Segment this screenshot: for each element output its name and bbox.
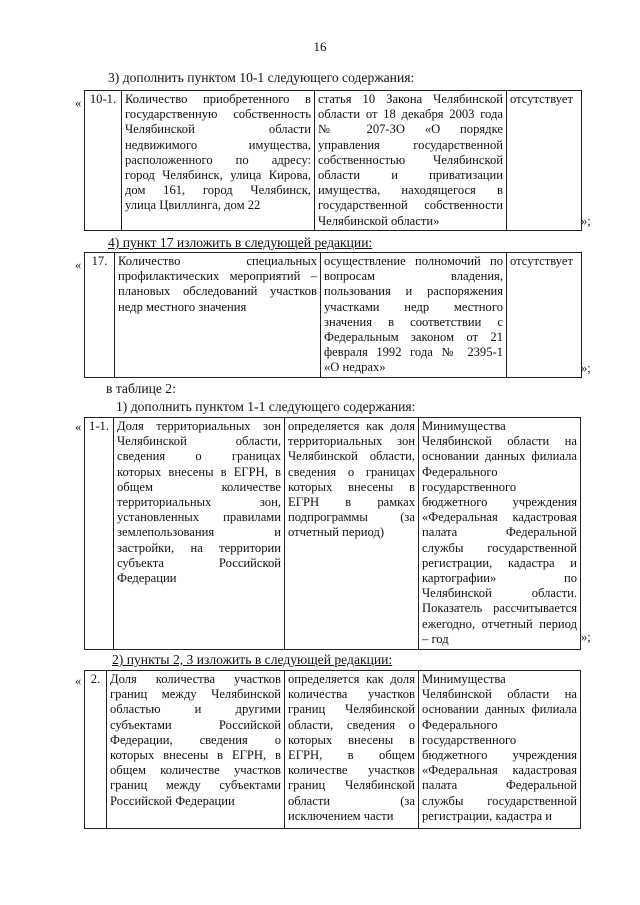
cell-line: Российской Федерации: [110, 793, 235, 808]
cell-line: плановых обследований участков: [118, 284, 317, 299]
cell-line: службы государственной: [422, 793, 577, 808]
cell-line: Челябинской области,: [117, 434, 281, 449]
cell-method: [285, 418, 419, 650]
cell-line: Челябинской области на: [422, 687, 577, 702]
cell-line: землепользования и: [117, 525, 281, 540]
cell-line: «Федеральная кадастровая: [422, 510, 577, 525]
cell-line: Федерального: [422, 464, 498, 479]
cell-line: общем количестве: [117, 479, 281, 494]
cell-line: Челябинской области.: [422, 586, 577, 601]
cell-line: имущества, находящегося в: [318, 183, 503, 198]
cell-line: территориальных зон: [288, 434, 415, 449]
cell-line: бюджетного учреждения: [422, 748, 577, 763]
table-item-10-1: [84, 90, 582, 231]
cell-line: Количество специальных: [118, 254, 317, 268]
cell-line: бюджетного учреждения: [422, 495, 577, 510]
page-number: 16: [313, 39, 327, 54]
cell-number: 17.: [85, 253, 115, 378]
cell-line: исключением части: [288, 808, 394, 823]
cell-line: области, сведения о: [288, 717, 415, 732]
cell-line: которых внесены в: [288, 732, 415, 747]
open-quote: «: [75, 258, 82, 272]
cell-name: [107, 671, 285, 829]
instruction-3: 3) дополнить пунктом 10-1 следующего содержания:: [108, 70, 415, 85]
instruction-5: в таблице 2:: [106, 381, 176, 396]
cell-number: 10-1.: [85, 91, 122, 231]
cell-line: недвижимого имущества,: [125, 137, 311, 152]
cell-source: [419, 671, 581, 829]
cell-line: недр местного значения: [118, 299, 247, 314]
cell-line: сведения о границах: [288, 464, 415, 479]
cell-line: Челябинской области: [125, 122, 311, 137]
cell-line: профилактических мероприятий –: [118, 269, 317, 284]
cell-line: расположенного по адресу:: [125, 152, 311, 167]
cell-line: количества участков: [288, 687, 415, 702]
cell-line: границ Челябинской: [288, 702, 415, 717]
cell-line: осуществление полномочий по: [324, 254, 503, 268]
cell-line: границ Челябинской: [288, 778, 415, 793]
cell-line: палата Федеральной: [422, 525, 577, 540]
cell-name: [115, 253, 321, 378]
cell-line: определяется как доля: [288, 419, 415, 433]
cell-line: которых внесены в: [288, 479, 415, 494]
open-quote: «: [75, 96, 82, 110]
cell-source: отсутствует: [507, 253, 582, 378]
cell-line: Федерации, сведения о: [110, 732, 281, 747]
close-quote: »;: [581, 630, 591, 644]
cell-line: вопросам владения,: [324, 269, 503, 284]
cell-line: сведения о границах: [117, 449, 281, 464]
cell-line: картографии» по: [422, 571, 577, 586]
cell-line: областью и другими: [110, 702, 281, 717]
cell-line: «О недрах»: [324, 360, 386, 375]
table-item-1-1: [84, 417, 581, 650]
close-quote: »;: [581, 214, 591, 228]
cell-name: [114, 418, 285, 650]
cell-line: общем количестве участков: [110, 763, 281, 778]
cell-line: Федерации: [117, 571, 177, 586]
cell-line: границ между Челябинской: [110, 687, 281, 702]
cell-line: Челябинской области»: [318, 213, 440, 228]
cell-line: регистрации, кадастра и: [422, 555, 577, 570]
cell-line: установленных правилами: [117, 510, 281, 525]
cell-line: области от 18 декабря 2003 года: [318, 107, 503, 122]
cell-line: основании данных филиала: [422, 702, 577, 717]
cell-number: 2.: [85, 671, 107, 829]
cell-line: февраля 1992 года № 2395-1: [324, 345, 503, 360]
cell-line: Минимущества: [422, 672, 506, 686]
cell-line: улица Цвиллинга, дом 22: [125, 198, 261, 213]
cell-line: Доля территориальных зон: [117, 419, 281, 433]
cell-line: которых внесены в ЕГРН, в: [117, 464, 281, 479]
cell-line: «Федеральная кадастровая: [422, 763, 577, 778]
cell-line: статья 10 Закона Челябинской: [318, 92, 503, 106]
close-quote: »;: [581, 361, 591, 375]
cell-line: Федерального: [422, 717, 498, 732]
cell-line: субъекта Российской: [117, 555, 281, 570]
cell-line: значения в соответствии с: [324, 314, 503, 329]
cell-number: 1-1.: [85, 418, 114, 650]
table-item-17: [84, 252, 582, 378]
cell-source: [419, 418, 581, 650]
cell-line: Челябинской области,: [288, 449, 415, 464]
cell-line: участками недр местного: [324, 299, 503, 314]
cell-line: город Челябинск, улица Кирова,: [125, 168, 311, 183]
cell-line: ЕГРН в рамках: [288, 495, 415, 510]
cell-line: Челябинской области на: [422, 434, 577, 449]
cell-line: № 207-ЗО «О порядке: [318, 122, 503, 137]
cell-line: ежегодно, отчетный период: [422, 616, 577, 631]
cell-name: [122, 91, 315, 231]
cell-line: Количество приобретенного в: [125, 92, 311, 106]
cell-line: дом 161, город Челябинск,: [125, 183, 311, 198]
cell-line: количестве участков: [288, 763, 415, 778]
cell-line: государственного: [422, 732, 517, 747]
cell-method: [285, 671, 419, 829]
cell-line: области и приватизации: [318, 168, 503, 183]
cell-line: регистрации, кадастра и: [422, 808, 552, 823]
cell-line: государственного: [422, 479, 517, 494]
cell-line: области (за: [288, 793, 415, 808]
cell-line: – год: [422, 631, 449, 646]
cell-method: [315, 91, 507, 231]
cell-line: ЕГРН, в общем: [288, 748, 415, 763]
cell-line: границ между субъектами: [110, 778, 281, 793]
instruction-7: 2) пункты 2, 3 изложить в следующей редакции:: [112, 652, 393, 667]
cell-line: управления государственной: [318, 137, 503, 152]
cell-line: территориальных зон,: [117, 495, 281, 510]
cell-line: пользования и распоряжения: [324, 284, 503, 299]
cell-line: государственную собственность: [125, 107, 311, 122]
cell-line: собственностью Челябинской: [318, 152, 503, 167]
instruction-6: 1) дополнить пунктом 1-1 следующего содержания:: [116, 399, 416, 414]
instruction-4: 4) пункт 17 изложить в следующей редакции:: [108, 235, 373, 250]
cell-line: Доля количества участков: [110, 672, 281, 686]
cell-line: определяется как доля: [288, 672, 415, 686]
open-quote: «: [75, 674, 82, 688]
cell-line: службы государственной: [422, 540, 577, 555]
cell-line: Федеральным законом от 21: [324, 330, 503, 345]
cell-line: отчетный период): [288, 525, 385, 540]
cell-line: государственной собственности: [318, 198, 503, 213]
cell-line: основании данных филиала: [422, 449, 577, 464]
table-item-2: [84, 670, 581, 829]
cell-line: субъектами Российской: [110, 717, 281, 732]
cell-line: которых внесены в ЕГРН, в: [110, 748, 281, 763]
cell-line: Показатель рассчитывается: [422, 601, 577, 616]
cell-line: подпрограммы (за: [288, 510, 415, 525]
open-quote: «: [75, 420, 82, 434]
cell-method: [321, 253, 507, 378]
cell-line: Минимущества: [422, 419, 506, 433]
cell-source: отсутствует: [507, 91, 582, 231]
cell-line: застройки, на территории: [117, 540, 281, 555]
cell-line: палата Федеральной: [422, 778, 577, 793]
